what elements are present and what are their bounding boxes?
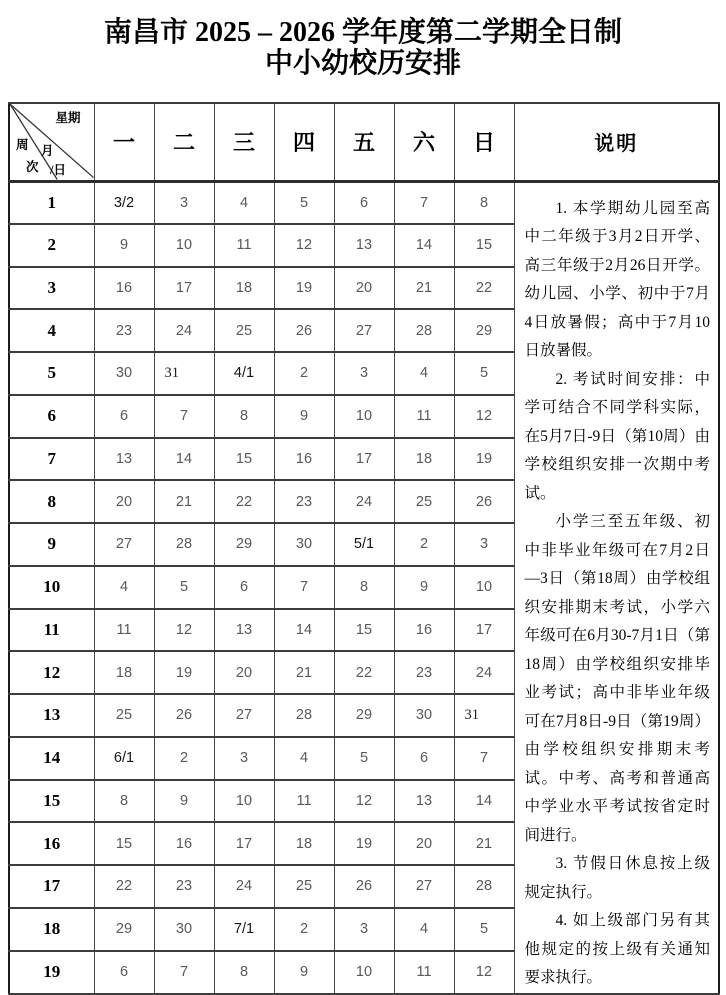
day-header-三: 三 (214, 103, 274, 181)
week-number-cell: 14 (9, 737, 94, 780)
date-cell: 16 (274, 438, 334, 481)
date-cell: 4 (394, 908, 454, 951)
date-cell: 17 (334, 438, 394, 481)
note-paragraph: 2. 考试时间安排：中学可结合不同学科实际，在5月7日-9日（第10周）由学校组织安排一次期中考试。 (524, 370, 710, 502)
day-header-四: 四 (274, 103, 334, 181)
date-cell: 11 (214, 224, 274, 267)
page-title-line2: 中小幼校历安排 (264, 48, 461, 79)
date-cell: 4/1 (214, 352, 274, 395)
week-number-cell: 5 (9, 352, 94, 395)
date-cell: 6 (214, 566, 274, 609)
corner-cell (9, 103, 94, 181)
date-cell: 26 (154, 694, 214, 737)
notes-header: 说明 (514, 103, 719, 181)
week-number-cell: 17 (9, 865, 94, 908)
page-title-line1: 南昌市 2025 – 2026 学年度第二学期全日制 (103, 17, 622, 48)
date-cell: 21 (154, 480, 214, 523)
date-cell: 6 (94, 951, 154, 994)
date-cell: 18 (214, 267, 274, 310)
date-cell: 20 (334, 267, 394, 310)
date-cell: 2 (154, 737, 214, 780)
date-cell: 20 (214, 651, 274, 694)
date-cell: 7 (274, 566, 334, 609)
date-cell: 10 (334, 951, 394, 994)
date-cell: 30 (274, 523, 334, 566)
date-cell: 20 (394, 822, 454, 865)
date-cell: 16 (154, 822, 214, 865)
date-cell: 27 (94, 523, 154, 566)
date-cell: 14 (394, 224, 454, 267)
date-cell: 3 (154, 181, 214, 224)
date-cell: 19 (454, 438, 514, 481)
date-cell: 27 (334, 309, 394, 352)
date-cell: 8 (94, 780, 154, 823)
date-cell: 18 (94, 651, 154, 694)
calendar-body (9, 181, 719, 994)
date-cell: 30 (154, 908, 214, 951)
date-cell: 23 (94, 309, 154, 352)
date-cell: 5 (454, 908, 514, 951)
date-cell: 26 (274, 309, 334, 352)
date-cell: 29 (94, 908, 154, 951)
date-cell: 7/1 (214, 908, 274, 951)
date-cell: 28 (154, 523, 214, 566)
corner-week-label-top: 周 (16, 138, 29, 152)
notes-cell (514, 181, 719, 994)
date-cell: 5 (154, 566, 214, 609)
date-cell: 6/1 (94, 737, 154, 780)
day-header-五: 五 (334, 103, 394, 181)
date-cell: 22 (454, 267, 514, 310)
week-number-cell: 6 (9, 395, 94, 438)
date-cell: 24 (334, 480, 394, 523)
header-row (9, 103, 719, 181)
date-cell: 29 (454, 309, 514, 352)
day-header-日: 日 (454, 103, 514, 181)
date-cell: 8 (454, 181, 514, 224)
date-cell: 4 (94, 566, 154, 609)
date-cell: 24 (154, 309, 214, 352)
date-cell: 24 (214, 865, 274, 908)
note-paragraph: 3. 节假日休息按上级规定执行。 (524, 855, 710, 901)
date-cell: 3/2 (94, 181, 154, 224)
week-number-cell: 4 (9, 309, 94, 352)
date-cell: 22 (94, 865, 154, 908)
week-number-cell: 10 (9, 566, 94, 609)
date-cell: 14 (454, 780, 514, 823)
week-number-cell: 13 (9, 694, 94, 737)
day-header-二: 二 (154, 103, 214, 181)
date-cell: 7 (154, 395, 214, 438)
date-cell: 12 (274, 224, 334, 267)
date-cell: 12 (454, 395, 514, 438)
date-cell: 4 (214, 181, 274, 224)
date-cell: 25 (214, 309, 274, 352)
date-cell: 28 (274, 694, 334, 737)
date-cell: 2 (274, 908, 334, 951)
date-cell: 12 (154, 609, 214, 652)
page-title (0, 17, 726, 79)
date-cell: 13 (94, 438, 154, 481)
date-cell: 21 (394, 267, 454, 310)
date-cell: 15 (214, 438, 274, 481)
date-cell: 19 (154, 651, 214, 694)
week-number-cell: 18 (9, 908, 94, 951)
date-cell: 25 (274, 865, 334, 908)
date-cell: 9 (154, 780, 214, 823)
date-cell: 9 (274, 395, 334, 438)
date-cell: 15 (334, 609, 394, 652)
date-cell: 31 (154, 352, 214, 395)
date-cell: 28 (394, 309, 454, 352)
date-cell: 6 (394, 737, 454, 780)
date-cell: 10 (214, 780, 274, 823)
date-cell: 17 (154, 267, 214, 310)
day-header-六: 六 (394, 103, 454, 181)
date-cell: 11 (394, 951, 454, 994)
date-cell: 11 (274, 780, 334, 823)
calendar-table (8, 102, 720, 995)
date-cell: 8 (214, 395, 274, 438)
date-cell: 26 (454, 480, 514, 523)
date-cell: 9 (94, 224, 154, 267)
date-cell: 13 (334, 224, 394, 267)
note-paragraph: 小学三至五年级、初中非毕业年级可在7月2日—3日（第18周）由学校组织安排期末考试，小学六年级可在6月30-7月1日（第18周）由学校组织安排毕业考试；高中非毕业年级可在7月8日-9日（第19周）由学校组织安排期末考试。中考、高考和普通高中学业水平考试按省定时间进行。 (524, 513, 710, 844)
date-cell: 6 (334, 181, 394, 224)
date-cell: 10 (154, 224, 214, 267)
date-cell: 28 (454, 865, 514, 908)
date-cell: 29 (334, 694, 394, 737)
date-cell: 13 (394, 780, 454, 823)
date-cell: 6 (94, 395, 154, 438)
date-cell: 17 (214, 822, 274, 865)
date-cell: 23 (274, 480, 334, 523)
date-cell: 5/1 (334, 523, 394, 566)
week-number-cell: 2 (9, 224, 94, 267)
date-cell: 29 (214, 523, 274, 566)
date-cell: 31 (454, 694, 514, 737)
corner-week-label-bottom: 次 (26, 160, 39, 174)
date-cell: 23 (154, 865, 214, 908)
date-cell: 20 (94, 480, 154, 523)
date-cell: 3 (334, 908, 394, 951)
note-paragraph: 4. 如上级部门另有其他规定的按上级有关通知要求执行。 (524, 912, 710, 986)
date-cell: 16 (94, 267, 154, 310)
date-cell: 25 (94, 694, 154, 737)
week-number-cell: 3 (9, 267, 94, 310)
date-cell: 24 (454, 651, 514, 694)
date-cell: 13 (214, 609, 274, 652)
date-cell: 12 (334, 780, 394, 823)
week-number-cell: 16 (9, 822, 94, 865)
date-cell: 4 (394, 352, 454, 395)
date-cell: 19 (334, 822, 394, 865)
date-cell: 22 (214, 480, 274, 523)
date-cell: 10 (454, 566, 514, 609)
date-cell: 18 (394, 438, 454, 481)
date-cell: 30 (94, 352, 154, 395)
date-cell: 15 (94, 822, 154, 865)
date-cell: 19 (274, 267, 334, 310)
date-cell: 16 (394, 609, 454, 652)
date-cell: 5 (454, 352, 514, 395)
date-cell: 3 (334, 352, 394, 395)
date-cell: 18 (274, 822, 334, 865)
week-number-cell: 9 (9, 523, 94, 566)
date-cell: 21 (274, 651, 334, 694)
corner-day-label: /日 (50, 163, 66, 177)
date-cell: 8 (214, 951, 274, 994)
date-cell: 11 (394, 395, 454, 438)
week-row-1 (9, 181, 719, 224)
date-cell: 14 (154, 438, 214, 481)
date-cell: 3 (214, 737, 274, 780)
week-number-cell: 12 (9, 651, 94, 694)
date-cell: 27 (394, 865, 454, 908)
date-cell: 2 (274, 352, 334, 395)
week-number-cell: 15 (9, 780, 94, 823)
date-cell: 7 (394, 181, 454, 224)
week-number-cell: 8 (9, 480, 94, 523)
week-number-cell: 19 (9, 951, 94, 994)
date-cell: 9 (274, 951, 334, 994)
day-header-一: 一 (94, 103, 154, 181)
date-cell: 4 (274, 737, 334, 780)
date-cell: 5 (334, 737, 394, 780)
date-cell: 30 (394, 694, 454, 737)
date-cell: 21 (454, 822, 514, 865)
date-cell: 7 (454, 737, 514, 780)
date-cell: 17 (454, 609, 514, 652)
date-cell: 10 (334, 395, 394, 438)
date-cell: 3 (454, 523, 514, 566)
week-number-cell: 1 (9, 181, 94, 224)
date-cell: 25 (394, 480, 454, 523)
corner-weekday-label: 星期 (55, 111, 81, 125)
date-cell: 11 (94, 609, 154, 652)
date-cell: 26 (334, 865, 394, 908)
date-cell: 15 (454, 224, 514, 267)
corner-month-label: 月 (41, 144, 54, 158)
date-cell: 27 (214, 694, 274, 737)
week-number-cell: 11 (9, 609, 94, 652)
note-paragraph: 1. 本学期幼儿园至高中二年级于3月2日开学、高三年级于2月26日开学。幼儿园、小学、初中于7月4日放暑假；高中于7月10日放暑假。 (524, 199, 710, 359)
date-cell: 5 (274, 181, 334, 224)
date-cell: 9 (394, 566, 454, 609)
date-cell: 14 (274, 609, 334, 652)
date-cell: 23 (394, 651, 454, 694)
date-cell: 8 (334, 566, 394, 609)
week-number-cell: 7 (9, 438, 94, 481)
date-cell: 7 (154, 951, 214, 994)
date-cell: 22 (334, 651, 394, 694)
date-cell: 12 (454, 951, 514, 994)
date-cell: 2 (394, 523, 454, 566)
